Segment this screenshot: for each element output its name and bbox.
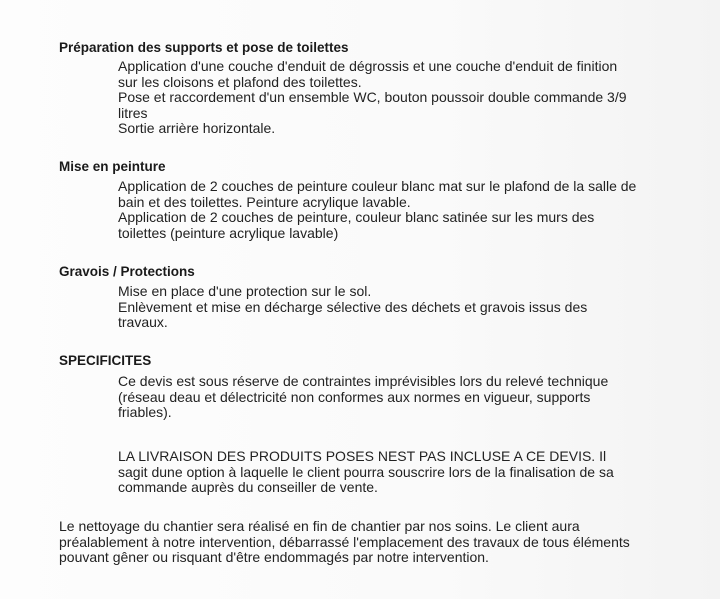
- body-line: (réseau deau et délectricité non conformes aux normes en vigueur, supports: [118, 388, 591, 405]
- section-body-peinture: [118, 179, 708, 241]
- body-line: Ce devis est sous réserve de contraintes imprévisibles lors du relevé technique: [118, 373, 609, 389]
- section-body-preparation: [118, 59, 708, 137]
- body-line: bain et des toilettes. Peinture acrylique lavable.: [118, 193, 411, 210]
- notice-line: sagit dune option à laquelle le client pourra souscrire lors de la finalisation de sa: [118, 463, 614, 480]
- footer-line: Le nettoyage du chantier sera réalisé en fin de chantier par nos soins. Le client aura: [59, 518, 580, 534]
- notice-line: LA LIVRAISON DES PRODUITS POSES NEST PAS INCLUSE A CE DEVIS. Il: [118, 448, 607, 464]
- footer-line: préalablement à notre intervention, débarrassé l'emplacement des travaux de tous éléments: [59, 533, 630, 550]
- body-line: litres: [118, 104, 148, 121]
- body-line: friables).: [118, 404, 172, 420]
- body-line: toilettes (peinture acrylique lavable): [118, 224, 339, 241]
- section-body-gravois: [118, 284, 708, 331]
- delivery-notice: [118, 449, 708, 496]
- body-line: Pose et raccordement d'un ensemble WC, bouton poussoir double commande 3/9: [118, 89, 627, 105]
- body-line: Enlèvement et mise en décharge sélective des déchets et gravois issus des: [118, 298, 588, 315]
- body-line: Application de 2 couches de peinture, couleur blanc satinée sur les murs des: [118, 209, 595, 225]
- section-heading-specificites: SPECIFICITES: [59, 353, 152, 368]
- section-heading-gravois: Gravois / Protections: [59, 264, 195, 279]
- body-line: sur les cloisons et plafond des toilettes.: [118, 73, 362, 90]
- footer-line: pouvant gêner ou risquant d'être endommagés par notre intervention.: [59, 549, 489, 565]
- section-heading-preparation: Préparation des supports et pose de toilettes: [59, 40, 349, 55]
- body-line: travaux.: [118, 314, 168, 330]
- body-line: Sortie arrière horizontale.: [118, 120, 276, 136]
- section-heading-peinture: Mise en peinture: [59, 159, 166, 174]
- body-line: Mise en place d'une protection sur le sol.: [118, 283, 372, 299]
- body-line: Application de 2 couches de peinture couleur blanc mat sur le plafond de la salle de: [118, 178, 637, 194]
- notice-line: commande auprès du conseiller de vente.: [118, 479, 378, 495]
- section-body-specificites: [118, 374, 708, 421]
- cleaning-clause: [59, 519, 719, 566]
- body-line: Application d'une couche d'enduit de dégrossis et une couche d'enduit de finition: [118, 58, 618, 74]
